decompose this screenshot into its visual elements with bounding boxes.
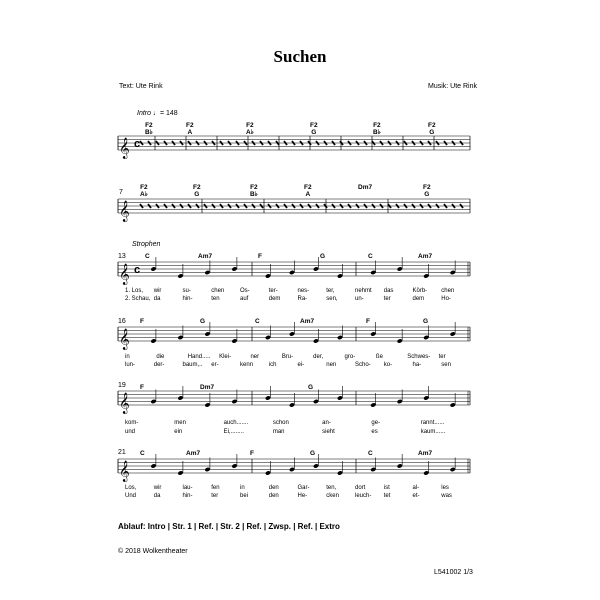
rhythm-slash xyxy=(260,141,263,145)
rhythm-slash xyxy=(348,141,351,145)
rhythm-slash xyxy=(220,141,223,145)
note-head xyxy=(231,266,237,271)
rhythm-slash xyxy=(204,141,207,145)
rhythm-slash xyxy=(316,141,319,145)
note-head xyxy=(265,395,271,400)
lyric-syllable: Und xyxy=(125,493,137,499)
lyric-syllable: das xyxy=(383,288,394,294)
lyric-syllable: man xyxy=(272,429,285,435)
treble-clef-icon: 𝄞 xyxy=(119,201,130,221)
lyric-syllable: ko- xyxy=(383,362,393,368)
rhythm-slash xyxy=(236,204,239,208)
rhythm-slash xyxy=(260,204,263,208)
rhythm-slash xyxy=(372,204,375,208)
rhythm-slash xyxy=(292,141,295,145)
note-head xyxy=(423,335,429,340)
chord-symbol: F2 A♭ xyxy=(246,122,254,136)
lyric-syllable: leuch- xyxy=(355,493,372,499)
note-head xyxy=(313,399,319,404)
chord-symbol: Am7 xyxy=(300,318,315,325)
lyric-syllable: Klei- xyxy=(219,354,232,360)
lyric-syllable: al- xyxy=(412,485,420,491)
rhythm-slash xyxy=(300,204,303,208)
rhythm-slash xyxy=(364,141,367,145)
lyric-syllable: Ho- xyxy=(441,296,451,302)
rhythm-slash xyxy=(308,141,311,145)
note-head xyxy=(231,338,237,343)
lyric-syllable: men xyxy=(174,420,186,426)
rhythm-slash xyxy=(140,204,143,208)
lyric-syllable: un- xyxy=(355,296,364,302)
rhythm-slash xyxy=(308,204,311,208)
rhythm-slash xyxy=(164,204,167,208)
song-title: Suchen xyxy=(273,47,327,66)
note-head xyxy=(289,331,295,336)
lyric-syllable: rannt...... xyxy=(420,420,445,426)
note-head xyxy=(423,273,429,278)
rhythm-slash xyxy=(436,141,439,145)
chord-symbol: G xyxy=(320,253,326,260)
rhythm-slash xyxy=(148,204,151,208)
chord-symbol: F xyxy=(366,318,370,325)
rhythm-slash xyxy=(444,141,447,145)
rhythm-slash xyxy=(364,204,367,208)
rhythm-slash xyxy=(388,204,391,208)
rhythm-slash xyxy=(420,141,423,145)
note-head xyxy=(313,338,319,343)
chord-symbol: C xyxy=(368,253,373,260)
note-head xyxy=(265,470,271,475)
rhythm-slash xyxy=(180,141,183,145)
note-head xyxy=(397,266,403,271)
chord-symbol: F2 B♭ xyxy=(145,122,153,136)
rhythm-slash xyxy=(316,204,319,208)
rhythm-slash xyxy=(252,141,255,145)
lyric-syllable: 1. Los, xyxy=(125,288,144,294)
rhythm-slash xyxy=(220,204,223,208)
copyright: © 2018 Wolkentheater xyxy=(118,548,188,555)
measure-number: 7 xyxy=(119,189,123,196)
lyric-syllable: Körb- xyxy=(412,288,428,294)
lyric-syllable: nehmt xyxy=(355,288,372,294)
lyric-syllable: nen xyxy=(326,362,337,368)
chord-symbol: Am7 xyxy=(418,253,433,260)
note-head xyxy=(313,266,319,271)
note-head xyxy=(313,463,319,468)
rhythm-slash xyxy=(380,141,383,145)
chord-symbol: F2 G xyxy=(193,184,201,198)
catalog-number: L541002 1/3 xyxy=(434,569,473,576)
rhythm-slash xyxy=(300,141,303,145)
chord-symbol: G xyxy=(308,384,314,391)
lyric-syllable: die xyxy=(156,354,165,360)
note-head xyxy=(204,467,210,472)
note-head xyxy=(150,266,156,271)
rhythm-slash xyxy=(356,204,359,208)
note-head xyxy=(265,335,271,340)
rhythm-slash xyxy=(324,141,327,145)
rhythm-slash xyxy=(332,204,335,208)
treble-clef-icon: 𝄞 xyxy=(119,138,130,158)
music-credit: Musik: Ute Rink xyxy=(428,83,478,90)
rhythm-slash xyxy=(172,204,175,208)
lyric-syllable: He- xyxy=(297,493,308,499)
lyric-syllable: kom- xyxy=(125,420,139,426)
note-head xyxy=(231,399,237,404)
rhythm-slash xyxy=(444,204,447,208)
lyric-syllable: in xyxy=(240,485,245,491)
chord-symbol: F2 A♭ xyxy=(140,184,148,198)
lyric-syllable: auf xyxy=(240,296,249,302)
lyric-syllable: sen xyxy=(441,362,451,368)
lyric-syllable: fen xyxy=(211,485,220,491)
chord-symbol: F2 A xyxy=(304,184,312,198)
rhythm-slash xyxy=(212,141,215,145)
lyric-syllable: ter, xyxy=(326,288,335,294)
measure-number: 21 xyxy=(118,449,126,456)
note-head xyxy=(150,399,156,404)
chord-symbol: F2 G xyxy=(310,122,318,136)
chord-symbol: C xyxy=(368,450,373,457)
note-head xyxy=(397,399,403,404)
lyric-syllable: hin- xyxy=(182,493,193,499)
chord-symbol: G xyxy=(310,450,316,457)
rhythm-slash xyxy=(148,141,151,145)
lyric-syllable: Hand..... xyxy=(187,354,211,360)
rhythm-slash xyxy=(276,204,279,208)
rhythm-slash xyxy=(428,141,431,145)
tempo-label: Intro xyxy=(137,110,152,117)
rhythm-slash xyxy=(244,141,247,145)
chord-symbol: G xyxy=(200,318,206,325)
note-head xyxy=(397,463,403,468)
rhythm-slash xyxy=(236,141,239,145)
chord-symbol: F xyxy=(140,318,144,325)
lyric-syllable: tet xyxy=(383,493,391,499)
note-head xyxy=(177,335,183,340)
lyric-syllable: sen, xyxy=(326,296,338,302)
lyric-syllable: Schwes- xyxy=(407,354,431,360)
lyric-syllable: sieht xyxy=(322,429,335,435)
measure-number: 16 xyxy=(118,318,126,325)
note-head xyxy=(450,402,456,407)
tempo-marking xyxy=(137,110,178,117)
lyric-syllable: gro- xyxy=(344,354,356,360)
treble-clef-icon: 𝄞 xyxy=(119,461,130,481)
lyric-syllable: kaum...... xyxy=(420,429,446,435)
rhythm-slash xyxy=(172,141,175,145)
note-head xyxy=(204,270,210,275)
chord-symbol: C xyxy=(145,253,150,260)
lyric-syllable: der- xyxy=(153,362,165,368)
rhythm-slash xyxy=(268,141,271,145)
lyric-syllable: lau- xyxy=(182,485,193,491)
rhythm-slash xyxy=(340,141,343,145)
lyric-syllable: chen xyxy=(211,288,225,294)
rhythm-slash xyxy=(412,204,415,208)
lyric-syllable: Los, xyxy=(125,485,137,491)
lyric-syllable: schon xyxy=(272,420,289,426)
rhythm-slash xyxy=(380,204,383,208)
lyric-syllable: ße xyxy=(375,354,383,360)
rhythm-slash xyxy=(188,141,191,145)
lyric-syllable: ha- xyxy=(412,362,422,368)
lyric-syllable: baum,.. xyxy=(182,362,203,368)
lyric-syllable: dem xyxy=(268,296,281,302)
note-head xyxy=(265,273,271,278)
tempo-value: = 148 xyxy=(159,110,178,117)
lyric-syllable: Ra- xyxy=(297,296,308,302)
note-head xyxy=(289,270,295,275)
treble-clef-icon: 𝄞 xyxy=(119,329,130,349)
rhythm-slash xyxy=(324,204,327,208)
lyric-syllable: Os- xyxy=(240,288,250,294)
lyric-syllable: lun- xyxy=(125,362,136,368)
rhythm-slash xyxy=(340,204,343,208)
time-signature: c xyxy=(134,138,141,150)
lyric-syllable: da xyxy=(153,493,161,499)
lyric-syllable: was xyxy=(441,493,452,499)
note-head xyxy=(397,338,403,343)
note-head xyxy=(370,467,376,472)
note-head xyxy=(204,402,210,407)
lyric-syllable: ei- xyxy=(297,362,305,368)
rhythm-slash xyxy=(180,204,183,208)
lyric-syllable: chen xyxy=(441,288,455,294)
rhythm-slash xyxy=(436,204,439,208)
lyric-syllable: ter- xyxy=(268,288,278,294)
lyric-syllable: kenn xyxy=(240,362,254,368)
rhythm-slash xyxy=(428,204,431,208)
rhythm-slash xyxy=(284,204,287,208)
rhythm-slash xyxy=(404,204,407,208)
time-signature: c xyxy=(134,264,141,276)
chord-symbol: Am7 xyxy=(418,450,433,457)
rhythm-slash xyxy=(228,141,231,145)
note-head xyxy=(289,402,295,407)
rhythm-slash xyxy=(396,141,399,145)
chord-symbol: G xyxy=(423,318,429,325)
lyric-syllable: Gar- xyxy=(297,485,310,491)
lyric-syllable: hin- xyxy=(182,296,193,302)
rhythm-slash xyxy=(412,141,415,145)
rhythm-slash xyxy=(252,204,255,208)
rhythm-slash xyxy=(156,204,159,208)
ablauf-line: Ablauf: Intro | Str. 1 | Ref. | Str. 2 | Ref. | Zwsp. | Ref. | Extro xyxy=(118,522,340,531)
lyric-syllable: er- xyxy=(211,362,219,368)
chord-symbol: F xyxy=(258,253,262,260)
lyric-syllable: cken xyxy=(326,493,339,499)
lyric-syllable: den xyxy=(268,493,279,499)
lyric-syllable: auch....... xyxy=(223,420,249,426)
rhythm-slash xyxy=(396,204,399,208)
note-head xyxy=(337,273,343,278)
note-head xyxy=(150,463,156,468)
rhythm-slash xyxy=(292,204,295,208)
rhythm-slash xyxy=(372,141,375,145)
rhythm-slash xyxy=(452,204,455,208)
lyric-syllable: ter xyxy=(211,493,219,499)
note-head xyxy=(204,331,210,336)
rhythm-slash xyxy=(404,141,407,145)
lyric-syllable: den xyxy=(268,485,279,491)
lyric-syllable: dem xyxy=(412,296,425,302)
chord-symbol: F2 G xyxy=(428,122,436,136)
lyric-syllable: dort xyxy=(355,485,366,491)
lyric-syllable: ein xyxy=(174,429,183,435)
chord-symbol: F2 A xyxy=(186,122,194,136)
rhythm-slash xyxy=(188,204,191,208)
treble-clef-icon: 𝄞 xyxy=(119,264,130,284)
measure-number: 19 xyxy=(118,382,126,389)
note-head xyxy=(337,470,343,475)
lyric-syllable: wir xyxy=(153,288,162,294)
lyric-syllable: ten, xyxy=(326,485,337,491)
lyric-syllable: ge- xyxy=(371,420,381,426)
note-head xyxy=(423,470,429,475)
note-head xyxy=(177,273,183,278)
rhythm-slash xyxy=(204,204,207,208)
note-head xyxy=(337,395,343,400)
chord-symbol: Dm7 xyxy=(200,384,215,391)
rhythm-slash xyxy=(268,204,271,208)
measure-number: 13 xyxy=(118,253,126,260)
lyric-syllable: ist xyxy=(383,485,390,491)
lyric-syllable: Ei,........ xyxy=(223,429,244,435)
lyric-syllable: nes- xyxy=(297,288,310,294)
lyric-syllable: ter xyxy=(438,354,446,360)
rhythm-slash xyxy=(244,204,247,208)
lyric-syllable: wir xyxy=(153,485,162,491)
section-label: Strophen xyxy=(132,241,161,248)
treble-clef-icon: 𝄞 xyxy=(119,393,130,413)
lyric-syllable: da xyxy=(153,296,161,302)
rhythm-slash xyxy=(228,204,231,208)
note-head xyxy=(177,470,183,475)
rhythm-slash xyxy=(164,141,167,145)
chord-symbol: Dm7 xyxy=(358,184,373,191)
chord-symbol: F2 B♭ xyxy=(373,122,381,136)
lyric-syllable: an- xyxy=(322,420,331,426)
note-head xyxy=(177,395,183,400)
note-head xyxy=(370,331,376,336)
lyric-syllable: ten xyxy=(211,296,220,302)
lyric-syllable: es xyxy=(371,429,378,435)
rhythm-slash xyxy=(276,141,279,145)
chord-symbol: Am7 xyxy=(198,253,213,260)
chord-symbol: F xyxy=(250,450,254,457)
rhythm-slash xyxy=(212,204,215,208)
lyric-syllable: und xyxy=(125,429,136,435)
lyric-syllable: Scho- xyxy=(355,362,371,368)
lyric-syllable: 2. Schau, xyxy=(125,296,151,302)
rhythm-slash xyxy=(356,141,359,145)
rhythm-slash xyxy=(140,141,143,145)
lyric-syllable: der, xyxy=(313,354,324,360)
rhythm-slash xyxy=(420,204,423,208)
rhythm-slash xyxy=(196,141,199,145)
note-head xyxy=(370,402,376,407)
lyric-syllable: su- xyxy=(182,288,191,294)
rhythm-slash xyxy=(196,204,199,208)
note-head xyxy=(289,467,295,472)
lyric-syllable: les xyxy=(441,485,449,491)
rhythm-slash xyxy=(156,141,159,145)
note-head xyxy=(450,270,456,275)
note-head xyxy=(231,463,237,468)
note-head xyxy=(423,395,429,400)
rhythm-slash xyxy=(284,141,287,145)
chord-symbol: C xyxy=(140,450,145,457)
lyric-syllable: in xyxy=(125,354,130,360)
lyric-syllable: ner xyxy=(250,354,260,360)
chord-symbol: F xyxy=(140,384,144,391)
chord-symbol: C xyxy=(255,318,260,325)
rhythm-slash xyxy=(348,204,351,208)
note-head xyxy=(450,467,456,472)
chord-symbol: F2 G xyxy=(423,184,431,198)
lyric-syllable: ich xyxy=(268,362,277,368)
lyric-syllable: et- xyxy=(412,493,420,499)
note-head xyxy=(450,331,456,336)
rhythm-slash xyxy=(388,141,391,145)
chord-symbol: F2 B♭ xyxy=(250,184,258,198)
note-head xyxy=(150,338,156,343)
lyric-syllable: bei xyxy=(240,493,249,499)
text-credit: Text: Ute Rink xyxy=(119,83,163,90)
rhythm-slash xyxy=(460,141,463,145)
rhythm-slash xyxy=(460,204,463,208)
quarter-note-icon: ♩ xyxy=(152,110,160,117)
lyric-syllable: ter xyxy=(383,296,391,302)
rhythm-slash xyxy=(452,141,455,145)
note-head xyxy=(370,270,376,275)
rhythm-slash xyxy=(332,141,335,145)
chord-symbol: Am7 xyxy=(186,450,201,457)
note-head xyxy=(337,335,343,340)
lyric-syllable: Bru- xyxy=(281,354,294,360)
